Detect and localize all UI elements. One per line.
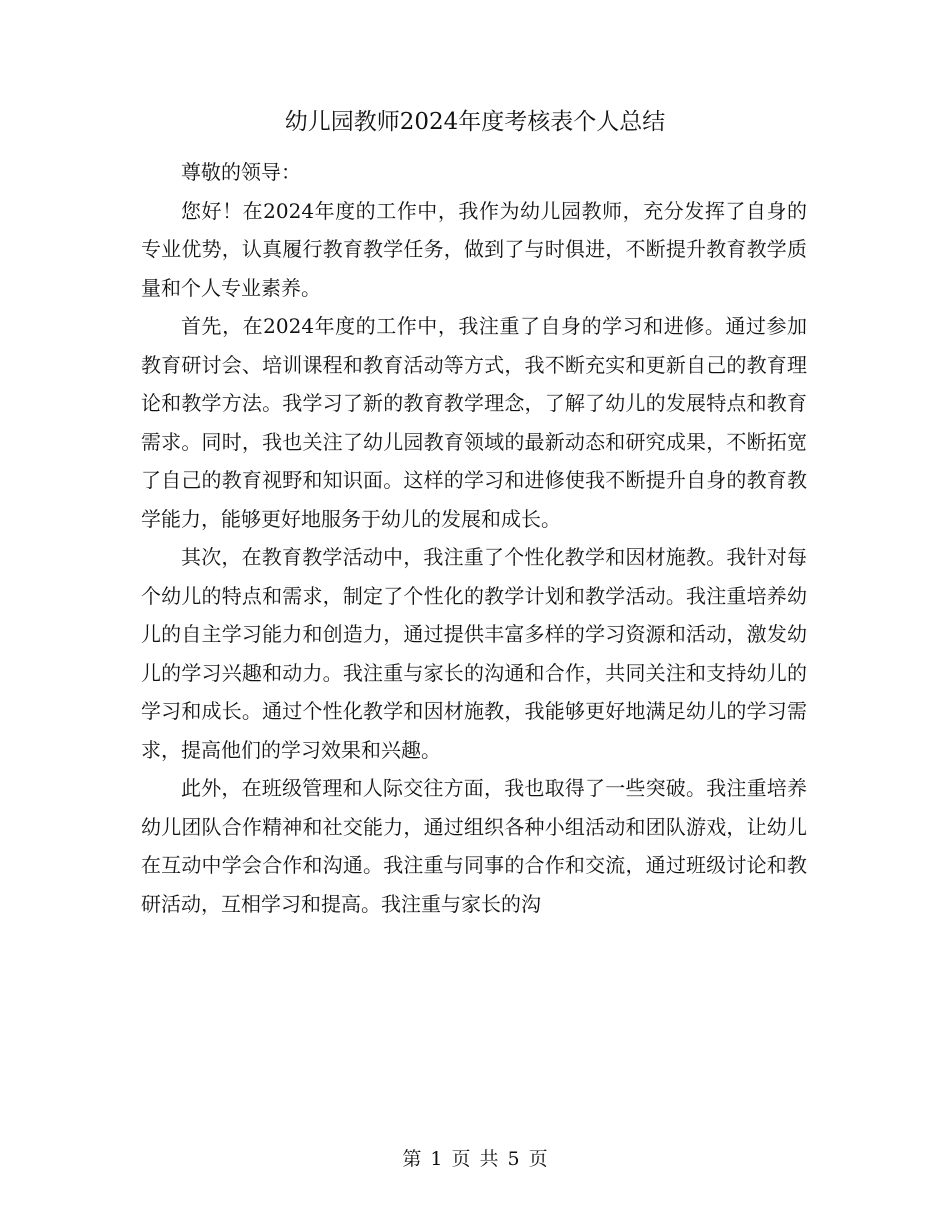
paragraph-management: 此外，在班级管理和人际交往方面，我也取得了一些突破。我注重培养幼儿团队合作精神和社交能力，通过组织各种小组活动和团队游戏，让幼儿在互动中学会合作和沟通。我注重与同事的合作和交流，通过班级讨论和教研活动，互相学习和提高。我注重与家长的沟 [141,776,807,916]
paragraph-learning: 首先，在2024年度的工作中，我注重了自身的学习和进修。通过参加教育研讨会、培训课程和教育活动等方式，我不断充实和更新自己的教育理论和教学方法。我学习了新的教育教学理念，了解了幼儿的发展特点和教育需求。同时，我也关注了幼儿园教育领域的最新动态和研究成果，不断拓宽了自己的教育视野和知识面。这样的学习和进修使我不断提升自身的教育教学能力，能够更好地服务于幼儿的发展和成长。 [141,314,807,531]
document-title: 幼儿园教师2024年度考核表个人总结 [284,109,666,135]
paragraph-greeting: 您好！在2024年度的工作中，我作为幼儿园教师，充分发挥了自身的专业优势，认真履行教育教学任务，做到了与时俱进，不断提升教育教学质量和个人专业素养。 [141,198,807,300]
paragraph-teaching: 其次，在教育教学活动中，我注重了个性化教学和因材施教。我针对每个幼儿的特点和需求，制定了个性化的教学计划和教学活动。我注重培养幼儿的自主学习能力和创造力，通过提供丰富多样的学习资源和活动，激发幼儿的学习兴趣和动力。我注重与家长的沟通和合作，共同关注和支持幼儿的学习和成长。通过个性化教学和因材施教，我能够更好地满足幼儿的学习需求，提高他们的学习效果和兴趣。 [141,545,807,762]
page-number-footer: 第 1 页 共 5 页 [402,1148,548,1170]
document-body [141,153,807,923]
salutation: 尊敬的领导： [181,160,301,184]
